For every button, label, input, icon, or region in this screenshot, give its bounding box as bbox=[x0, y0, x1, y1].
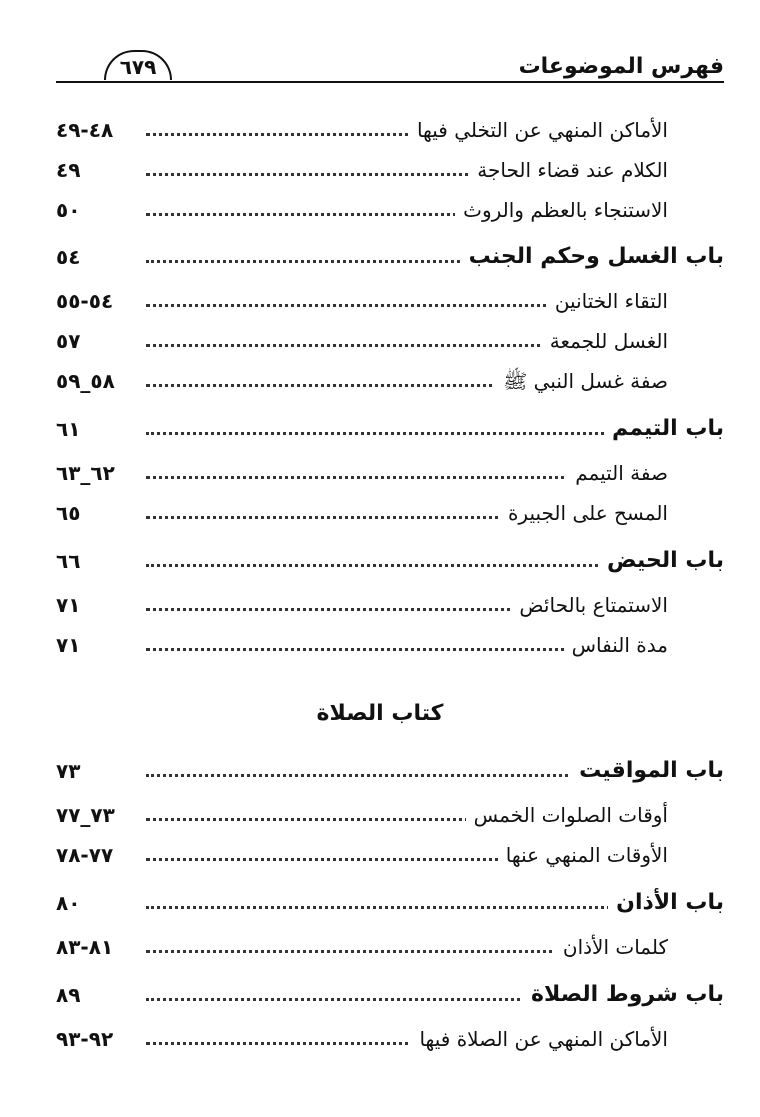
entry-pages: ٦١ bbox=[56, 417, 81, 441]
chapter-entry bbox=[0, 976, 760, 1016]
entry-pages: ٧١ bbox=[56, 633, 81, 657]
entry-pages: ٦٢_٦٣ bbox=[56, 461, 115, 485]
entry-title: الأوقات المنهي عنها bbox=[498, 838, 668, 872]
entry-pages: ٦٦ bbox=[56, 549, 81, 573]
entry-pages: ٨٠ bbox=[56, 891, 81, 915]
topic-entry bbox=[0, 111, 760, 151]
entry-title: الاستنجاء بالعظم والروث bbox=[455, 193, 668, 227]
entry-title: باب الحيض bbox=[599, 544, 724, 578]
entry-title: التقاء الختانين bbox=[547, 284, 668, 318]
entry-pages: ٥٨_٥٩ bbox=[56, 369, 115, 393]
entry-title: باب التيمم bbox=[604, 412, 724, 446]
chapter-entry bbox=[0, 752, 760, 792]
chapter-entry bbox=[0, 410, 760, 450]
entry-title: باب المواقيت bbox=[571, 754, 724, 788]
entry-pages: ٧١ bbox=[56, 593, 81, 617]
entry-title: باب الأذان bbox=[608, 886, 724, 920]
entry-title: صفة غسل النبي ﷺ bbox=[495, 364, 668, 398]
topic-entry bbox=[0, 1020, 760, 1060]
entry-pages: ٥٤ bbox=[56, 245, 81, 269]
entry-title: الاستمتاع بالحائض bbox=[511, 588, 668, 622]
entry-pages: ٧٣_٧٧ bbox=[56, 803, 115, 827]
entry-title: مدة النفاس bbox=[564, 628, 668, 662]
entry-pages: ٥٠ bbox=[56, 198, 81, 222]
topic-entry bbox=[0, 586, 760, 626]
entry-pages: ٥٧ bbox=[56, 329, 81, 353]
entry-pages: ٧٧-٧٨ bbox=[56, 843, 114, 867]
topic-entry bbox=[0, 796, 760, 836]
topic-entry bbox=[0, 494, 760, 534]
topic-entry bbox=[0, 322, 760, 362]
entry-title: صفة التيمم bbox=[567, 456, 668, 490]
chapter-entry bbox=[0, 542, 760, 582]
topic-entry bbox=[0, 362, 760, 402]
topic-entry bbox=[0, 928, 760, 968]
topic-entry bbox=[0, 151, 760, 191]
header-title: فهرس الموضوعات bbox=[518, 54, 724, 79]
entry-title: الأماكن المنهي عن الصلاة فيها bbox=[411, 1022, 668, 1056]
topic-entry bbox=[0, 836, 760, 876]
topic-entry bbox=[0, 454, 760, 494]
topic-entry bbox=[0, 282, 760, 322]
entry-pages: ٦٥ bbox=[56, 501, 81, 525]
entry-title: باب شروط الصلاة bbox=[523, 978, 724, 1012]
entry-title: الكلام عند قضاء الحاجة bbox=[469, 153, 668, 187]
entry-title: الغسل للجمعة bbox=[542, 324, 668, 358]
entry-title: باب الغسل وحكم الجنب bbox=[461, 240, 724, 274]
entry-title: المسح على الجبيرة bbox=[500, 496, 668, 530]
header-page-number: ٦٧٩ bbox=[104, 50, 172, 80]
entry-pages: ٨٩ bbox=[56, 983, 81, 1007]
entry-pages: ٤٨-٤٩ bbox=[56, 118, 114, 142]
chapter-entry bbox=[0, 884, 760, 924]
section-heading: كتاب الصلاة bbox=[316, 701, 444, 726]
entry-pages: ٧٣ bbox=[56, 759, 81, 783]
entry-pages: ٤٩ bbox=[56, 158, 81, 182]
entry-pages: ٥٤-٥٥ bbox=[56, 289, 114, 313]
topic-entry bbox=[0, 191, 760, 231]
entry-pages: ٩٢-٩٣ bbox=[56, 1027, 114, 1051]
topic-entry bbox=[0, 626, 760, 666]
entry-title: أوقات الصلوات الخمس bbox=[466, 798, 668, 832]
chapter-entry bbox=[0, 238, 760, 278]
entry-pages: ٨١-٨٣ bbox=[56, 935, 114, 959]
entry-title: الأماكن المنهي عن التخلي فيها bbox=[409, 113, 668, 147]
entry-title: كلمات الأذان bbox=[555, 930, 668, 964]
